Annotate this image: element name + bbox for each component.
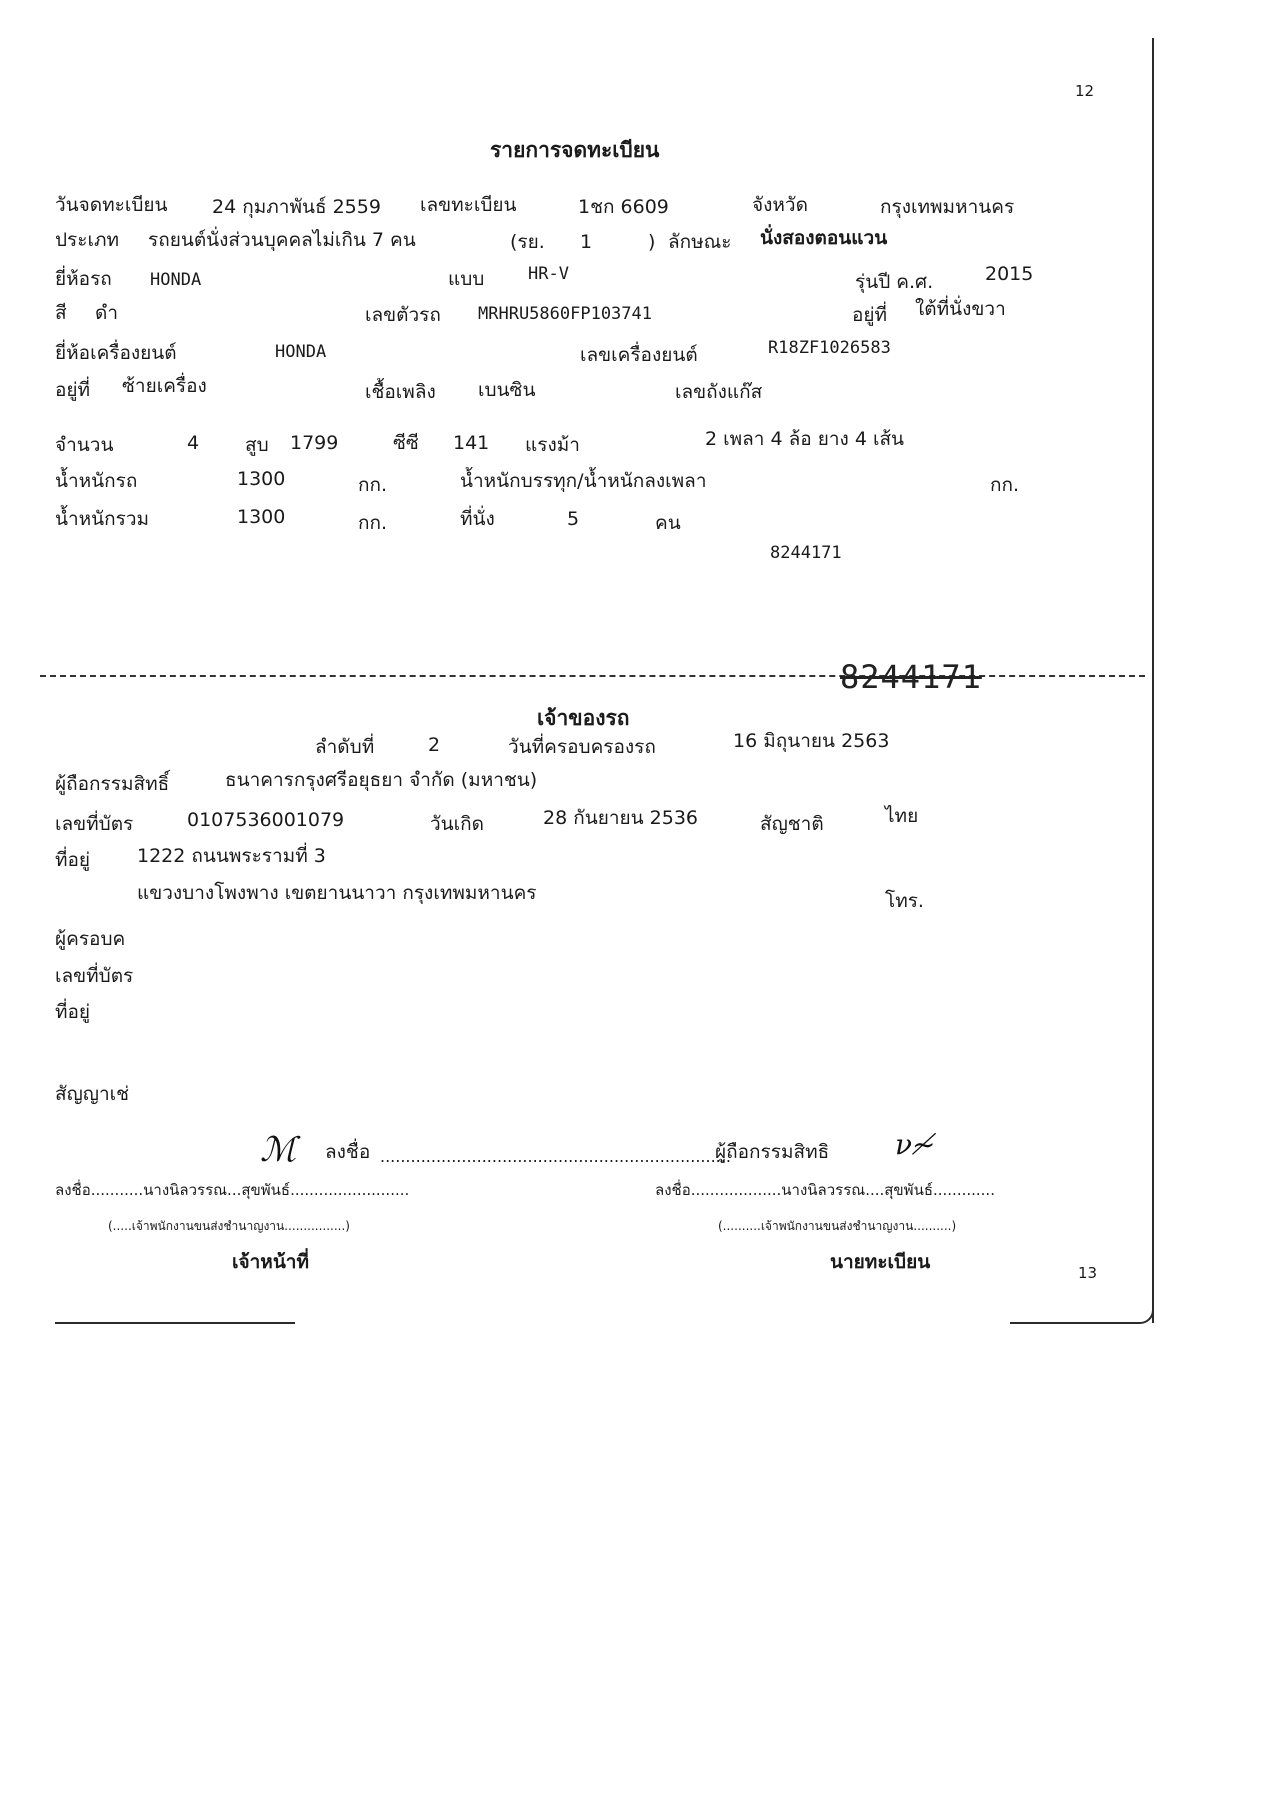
address-line-2: แขวงบางโพงพาง เขตยานนาวา กรุงเทพมหานคร xyxy=(137,882,537,904)
engine-location: ซ้ายเครื่อง xyxy=(122,375,207,397)
gross-weight-label: น้ำหนักรวม xyxy=(55,508,150,530)
birth-date: 28 กันยายน 2536 xyxy=(543,807,699,829)
weight-label: น้ำหนักรถ xyxy=(55,470,138,492)
load-weight-unit: กก. xyxy=(990,474,1020,496)
model-label: แบบ xyxy=(448,268,485,290)
character-label: ลักษณะ xyxy=(668,231,732,253)
reference-number: 8244171 xyxy=(770,543,842,563)
nationality-label: สัญชาติ xyxy=(760,813,824,835)
engine-cc: 1799 xyxy=(290,432,339,454)
engine-number: R18ZF1026583 xyxy=(768,338,891,358)
count: 4 xyxy=(187,432,200,454)
color-label: สี xyxy=(55,302,67,324)
right-signatory: ลงชื่อ...................นางนิลวรรณ....สุขพันธ์............. xyxy=(655,1181,995,1199)
gross-weight-unit: กก. xyxy=(358,512,388,534)
id-number: 0107536001079 xyxy=(187,809,345,831)
left-signatory-title: (.....เจ้าพนักงานขนส่งชำนาญงาน................) xyxy=(108,1219,350,1233)
province-label: จังหวัด xyxy=(752,194,808,216)
model: HR-V xyxy=(528,264,569,284)
order-number: 2 xyxy=(428,734,441,756)
cylinders-label: สูบ xyxy=(245,434,269,456)
nationality: ไทย xyxy=(885,805,919,827)
engine-brand: HONDA xyxy=(275,342,327,362)
bottom-rule-left xyxy=(55,1322,295,1324)
possessor-id-label: เลขที่บัตร xyxy=(55,965,134,987)
page-border-corner xyxy=(1130,1300,1154,1324)
holder-sign-label: ผู้ถือกรรมสิทธิ xyxy=(715,1141,830,1163)
registration-title: รายการจดทะเบียน xyxy=(490,138,660,162)
page-border-right xyxy=(1152,38,1154,1323)
reg-no-label: เลขทะเบียน xyxy=(420,194,517,216)
holder-name: ธนาคารกรุงศรีอยุธยา จำกัด (มหาชน) xyxy=(225,769,538,791)
gas-tank-label: เลขถังแก๊ส xyxy=(675,381,763,403)
possessor-label: ผู้ครอบค xyxy=(55,928,126,950)
weight-unit: กก. xyxy=(358,474,388,496)
right-signatory-title: (..........เจ้าพนักงานขนส่งชำนาญงาน..........) xyxy=(718,1219,957,1233)
horsepower-label: แรงม้า xyxy=(525,434,580,456)
engine-no-label: เลขเครื่องยนต์ xyxy=(580,344,698,366)
chassis-location-label: อยู่ที่ xyxy=(852,304,888,326)
holder-label: ผู้ถือกรรมสิทธิ์ xyxy=(55,773,170,795)
count-label: จำนวน xyxy=(55,434,114,456)
ry-number: 1 xyxy=(580,231,593,253)
chassis-label: เลขตัวรถ xyxy=(365,304,441,326)
sign-label: ลงชื่อ xyxy=(325,1141,371,1163)
ry-close: ) xyxy=(648,231,656,253)
sign-line: ..................................................................... xyxy=(380,1147,731,1166)
id-label: เลขที่บัตร xyxy=(55,813,134,835)
reg-no: 1ชก 6609 xyxy=(578,196,669,218)
seats: 5 xyxy=(567,508,580,530)
chassis-number: MRHRU5860FP103741 xyxy=(478,304,652,324)
engine-brand-label: ยี่ห้อเครื่องยนต์ xyxy=(55,342,177,364)
ry-open: (รย. xyxy=(510,231,545,253)
chassis-location: ใต้ที่นั่งขวา xyxy=(915,298,1006,320)
color: ดำ xyxy=(95,302,119,324)
seats-label: ที่นั่ง xyxy=(460,508,495,530)
brand: HONDA xyxy=(150,270,202,290)
reg-date: 24 กุมภาพันธ์ 2559 xyxy=(212,196,381,218)
possession-date: 16 มิถุนายน 2563 xyxy=(733,730,890,752)
brand-label: ยี่ห้อรถ xyxy=(55,268,112,290)
fuel-label: เชื้อเพลิง xyxy=(365,381,436,403)
vehicle-character: นั่งสองตอนแวน xyxy=(760,227,888,249)
owner-title: เจ้าของรถ xyxy=(537,706,630,730)
possessor-address-label: ที่อยู่ xyxy=(55,1001,91,1023)
province: กรุงเทพมหานคร xyxy=(880,196,1015,218)
stamped-number: 8244171 xyxy=(840,658,982,696)
axles-wheels: 2 เพลา 4 ล้อ ยาง 4 เส้น xyxy=(705,428,905,450)
address-line-1: 1222 ถนนพระรามที่ 3 xyxy=(137,845,326,867)
gross-weight: 1300 xyxy=(237,506,286,528)
order-label: ลำดับที่ xyxy=(315,736,375,758)
page-number-top: 12 xyxy=(1075,82,1095,100)
handwritten-signature-right: ν≁ xyxy=(895,1128,936,1161)
vehicle-type: รถยนต์นั่งส่วนบุคคลไม่เกิน 7 คน xyxy=(148,229,416,251)
birth-label: วันเกิด xyxy=(430,813,484,835)
cc-label: ซีซี xyxy=(393,432,419,454)
phone-label: โทร. xyxy=(885,890,924,912)
vehicle-weight: 1300 xyxy=(237,468,286,490)
type-label: ประเภท xyxy=(55,229,120,251)
seats-unit: คน xyxy=(655,512,681,534)
engine-location-label: อยู่ที่ xyxy=(55,379,91,401)
left-signatory-role: เจ้าหน้าที่ xyxy=(232,1251,310,1273)
address-label: ที่อยู่ xyxy=(55,849,91,871)
model-year-label: รุ่นปี ค.ศ. xyxy=(855,271,934,293)
page-number-bottom: 13 xyxy=(1078,1264,1098,1282)
bottom-rule-right xyxy=(1010,1322,1132,1324)
lease-label: สัญญาเช่ xyxy=(55,1083,130,1105)
model-year: 2015 xyxy=(985,263,1034,285)
load-weight-label: น้ำหนักบรรทุก/น้ำหนักลงเพลา xyxy=(460,470,707,492)
handwritten-signature-left: ℳ xyxy=(260,1130,297,1170)
right-signatory-role: นายทะเบียน xyxy=(830,1251,931,1273)
reg-date-label: วันจดทะเบียน xyxy=(55,194,168,216)
possession-date-label: วันที่ครอบครองรถ xyxy=(508,736,656,758)
left-signatory: ลงชื่อ...........นางนิลวรรณ...สุขพันธ์......................... xyxy=(55,1181,410,1199)
horsepower: 141 xyxy=(453,432,490,454)
fuel: เบนซิน xyxy=(478,379,536,401)
